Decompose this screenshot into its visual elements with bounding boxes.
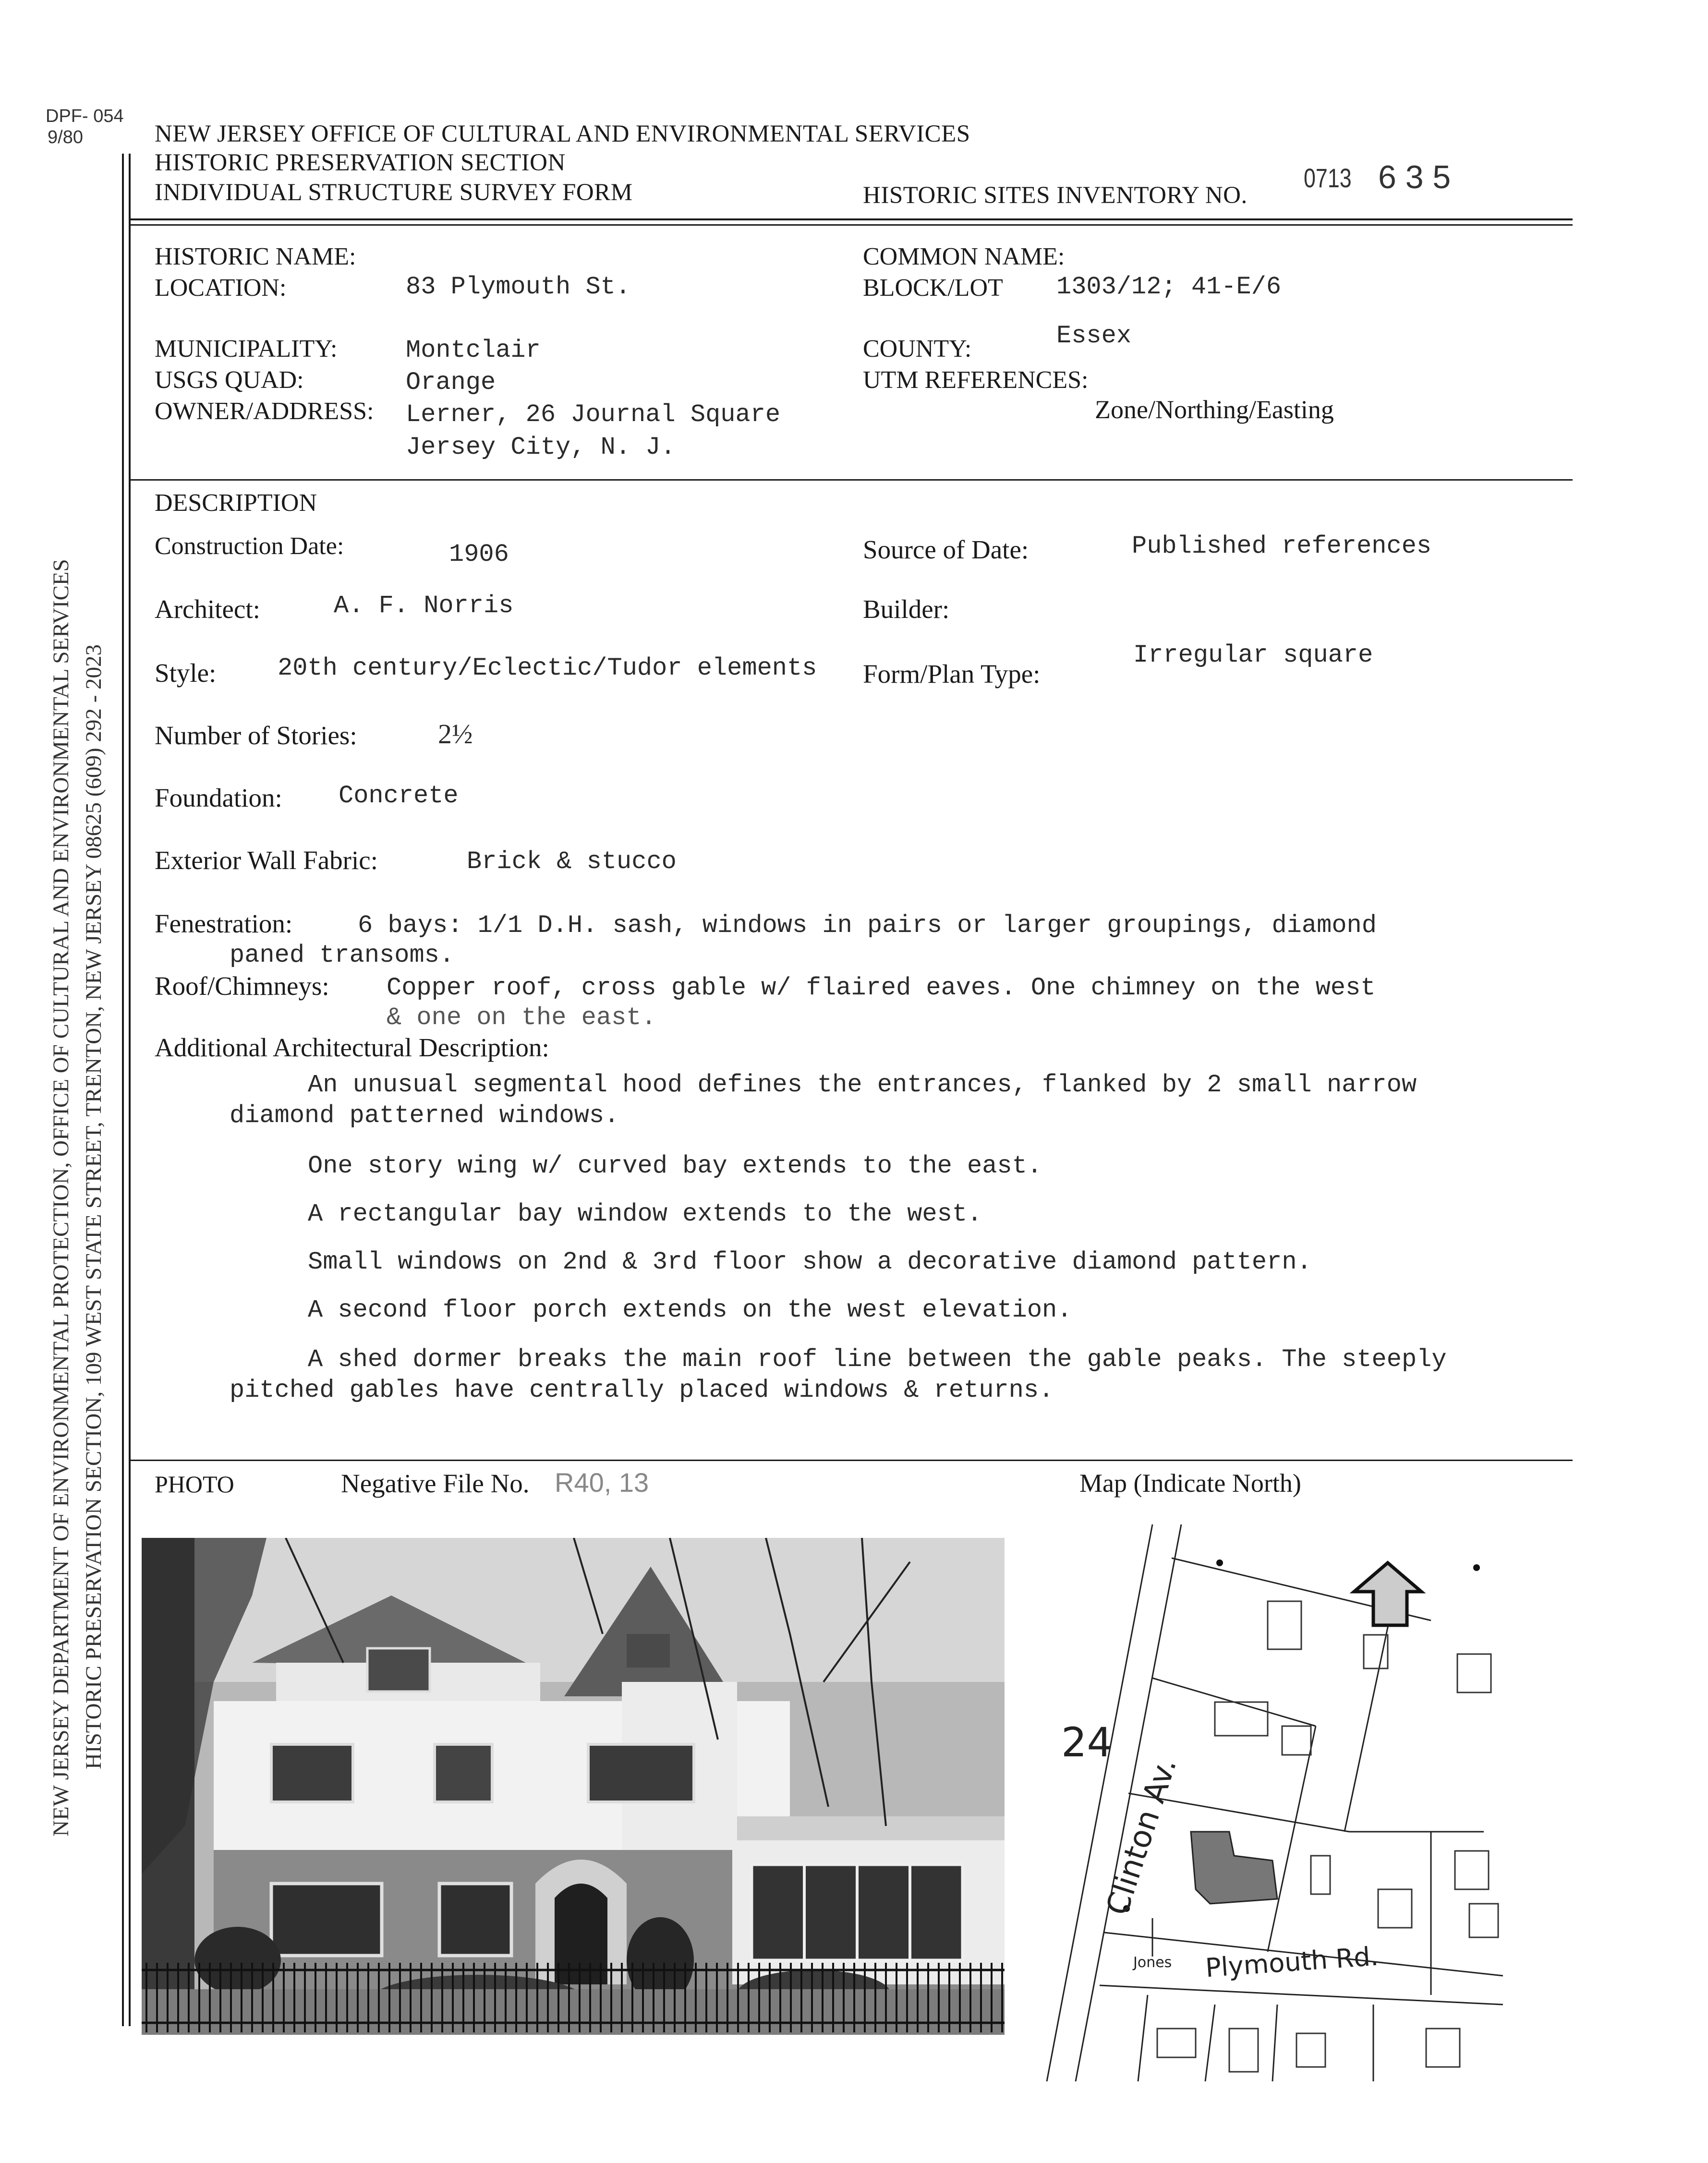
paragraph-1-line-2: diamond patterned windows. bbox=[230, 1101, 619, 1130]
paragraph-6-line-2: pitched gables have centrally placed windows & returns. bbox=[230, 1376, 1054, 1404]
house-photo-drawing bbox=[142, 1538, 1005, 2035]
fenestration-line1: 6 bays: 1/1 D.H. sash, windows in pairs or larger groupings, diamond bbox=[358, 911, 1377, 940]
stories-value: 2½ bbox=[438, 718, 473, 749]
owner-label: OWNER/ADDRESS: bbox=[155, 398, 374, 425]
construction-date-value: 1906 bbox=[449, 540, 509, 568]
builder-label: Builder: bbox=[863, 594, 950, 624]
negative-file-label: Negative File No. bbox=[341, 1469, 530, 1498]
description-paragraph-3: A rectangular bay window extends to the west. bbox=[308, 1200, 982, 1228]
usgs-label: USGS QUAD: bbox=[155, 366, 304, 394]
house-photograph bbox=[142, 1538, 1005, 2035]
historic-name-label: HISTORIC NAME: bbox=[155, 243, 356, 270]
form-plan-label: Form/Plan Type: bbox=[863, 659, 1041, 689]
description-paragraph-4: Small windows on 2nd & 3rd floor show a decorative diamond pattern. bbox=[308, 1248, 1312, 1276]
form-plan-value: Irregular square bbox=[1133, 641, 1373, 669]
negative-file-value: R40, 13 bbox=[555, 1467, 649, 1498]
roof-label: Roof/Chimneys: bbox=[155, 971, 329, 1001]
owner-line2: Jersey City, N. J. bbox=[406, 433, 676, 461]
utm-sub: Zone/Northing/Easting bbox=[1095, 395, 1334, 424]
source-of-date-value: Published references bbox=[1132, 532, 1432, 560]
sidebar-line2: HISTORIC PRESERVATION SECTION, 109 WEST STATE STREET, TRENTON, NEW JERSEY 08625 (609) 292 - 2023 bbox=[81, 644, 106, 1769]
header-line1: NEW JERSEY OFFICE OF CULTURAL AND ENVIRONMENTAL SERVICES bbox=[155, 121, 970, 147]
wall-value: Brick & stucco bbox=[467, 847, 677, 876]
header-rule-top bbox=[130, 218, 1573, 220]
sidebar-line1: NEW JERSEY DEPARTMENT OF ENVIRONMENTAL PROTECTION, OFFICE OF CULTURAL AND ENVIRONMENTAL SERVICES bbox=[48, 559, 73, 1837]
roof-line1: Copper roof, cross gable w/ flaired eaves. One chimney on the west bbox=[387, 974, 1376, 1002]
fenestration-line2: paned transoms. bbox=[230, 941, 455, 969]
map-street-clinton: Clinton Av. bbox=[1100, 1753, 1184, 1920]
municipality-value: Montclair bbox=[406, 336, 541, 364]
paragraph-1-line-1: An unusual segmental hood defines the entrances, flanked by 2 small narrow bbox=[308, 1071, 1417, 1099]
left-border-inner bbox=[129, 154, 131, 2026]
form-code-date: 9/80 bbox=[48, 127, 83, 147]
photo-label: PHOTO bbox=[155, 1471, 234, 1498]
block-lot-value: 1303/12; 41-E/6 bbox=[1056, 273, 1282, 301]
usgs-value: Orange bbox=[406, 368, 496, 397]
description-rule bbox=[130, 479, 1573, 481]
description-paragraph-6 bbox=[230, 1344, 1447, 1406]
map-block-number: 24 bbox=[1061, 1719, 1113, 1766]
inventory-label: HISTORIC SITES INVENTORY NO. bbox=[863, 182, 1248, 209]
header-rule-bottom bbox=[130, 224, 1573, 226]
wall-label: Exterior Wall Fabric: bbox=[155, 846, 378, 875]
source-of-date-label: Source of Date: bbox=[863, 535, 1029, 564]
stories-label: Number of Stories: bbox=[155, 721, 357, 750]
paragraph-6-line-1: A shed dormer breaks the main roof line between the gable peaks. The steeply bbox=[308, 1345, 1447, 1374]
foundation-value: Concrete bbox=[339, 782, 459, 810]
style-label: Style: bbox=[155, 658, 217, 688]
architect-value: A. F. Norris bbox=[334, 592, 514, 620]
architect-label: Architect: bbox=[155, 594, 260, 624]
description-paragraph-2: One story wing w/ curved bay extends to the east. bbox=[308, 1152, 1042, 1180]
block-lot-label: BLOCK/LOT bbox=[863, 274, 1003, 302]
county-label: COUNTY: bbox=[863, 335, 972, 363]
map-label: Map (Indicate North) bbox=[1079, 1469, 1301, 1498]
construction-date-label: Construction Date: bbox=[155, 532, 344, 560]
location-map bbox=[1008, 1524, 1503, 2081]
form-code bbox=[46, 106, 124, 148]
inventory-prefix: 0713 bbox=[1304, 163, 1352, 193]
additional-description-label: Additional Architectural Description: bbox=[155, 1033, 549, 1062]
left-border-outer bbox=[122, 154, 124, 2026]
map-drawing bbox=[1008, 1524, 1503, 2081]
location-value: 83 Plymouth St. bbox=[406, 273, 631, 301]
photo-section-rule bbox=[130, 1460, 1573, 1461]
description-section-label: DESCRIPTION bbox=[155, 489, 317, 517]
municipality-label: MUNICIPALITY: bbox=[155, 335, 338, 363]
description-paragraph-1 bbox=[230, 1070, 1417, 1131]
description-paragraph-5: A second floor porch extends on the west elevation. bbox=[308, 1296, 1072, 1324]
inventory-number: 6 3 5 bbox=[1378, 159, 1451, 195]
header-line3: INDIVIDUAL STRUCTURE SURVEY FORM bbox=[155, 179, 633, 206]
utm-label: UTM REFERENCES: bbox=[863, 366, 1089, 394]
location-label: LOCATION: bbox=[155, 274, 287, 302]
form-code-number: DPF- 054 bbox=[46, 106, 124, 126]
roof-line2: & one on the east. bbox=[387, 1003, 656, 1032]
common-name-label: COMMON NAME: bbox=[863, 243, 1065, 270]
map-street-plymouth: Plymouth Rd. bbox=[1204, 1941, 1380, 1983]
foundation-label: Foundation: bbox=[155, 783, 282, 812]
map-street-prefix: Jones bbox=[1133, 1954, 1172, 1971]
fenestration-label: Fenestration: bbox=[155, 909, 293, 938]
style-value: 20th century/Eclectic/Tudor elements bbox=[278, 654, 817, 682]
owner-line1: Lerner, 26 Journal Square bbox=[406, 400, 781, 429]
header-line2: HISTORIC PRESERVATION SECTION bbox=[155, 149, 566, 176]
county-value: Essex bbox=[1056, 322, 1132, 350]
